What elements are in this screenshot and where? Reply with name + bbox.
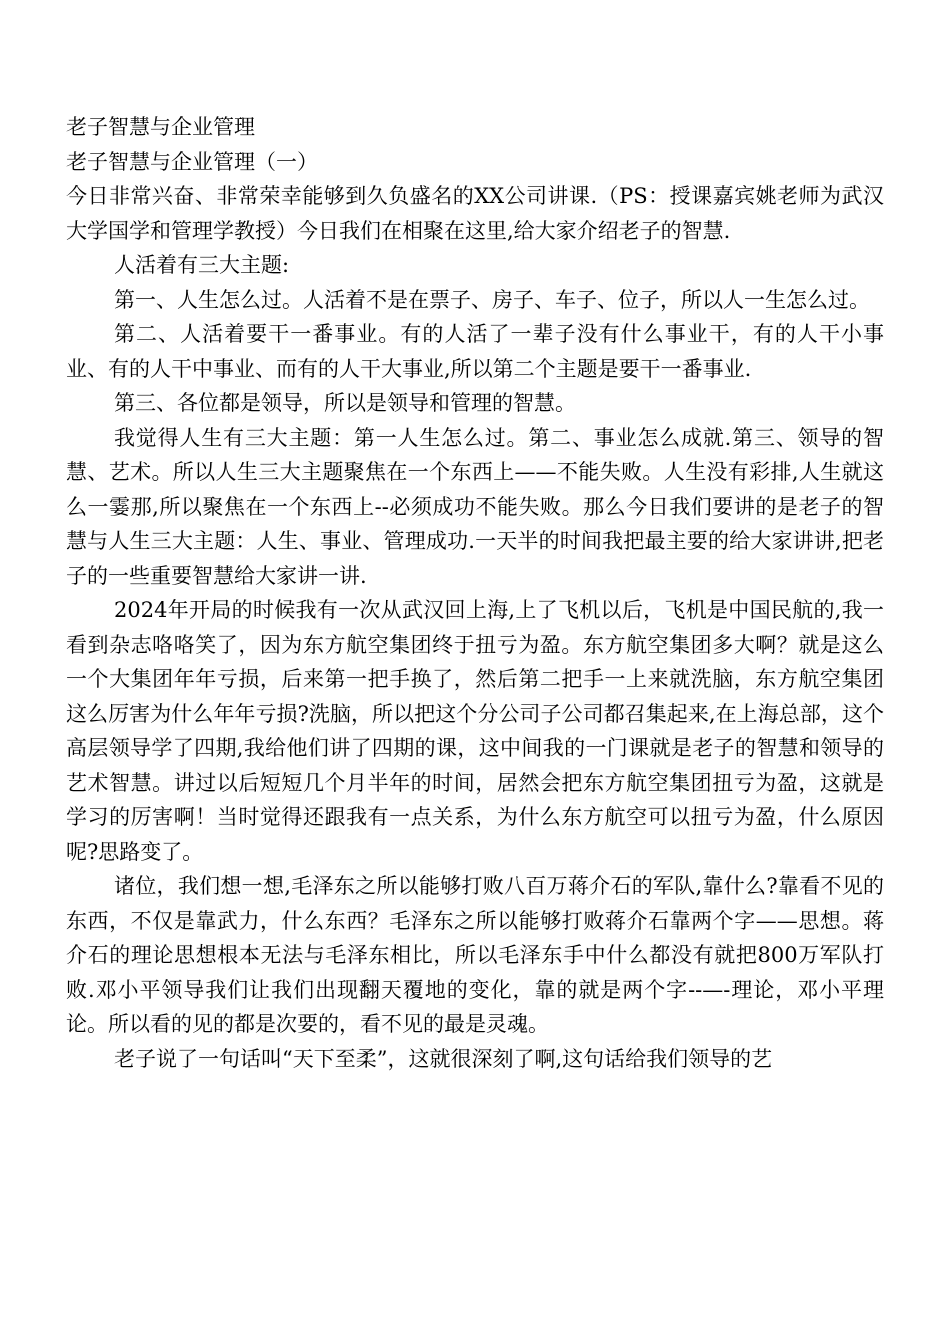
document-title: 老子智慧与企业管理	[66, 115, 255, 139]
paragraph-theme-three: 第三、各位都是领导，所以是领导和管理的智慧。	[114, 391, 576, 415]
paragraph-themes-heading: 人活着有三大主题:	[114, 253, 290, 277]
paragraph-theme-one: 第一、人生怎么过。人活着不是在票子、房子、车子、位子，所以人一生怎么过。	[114, 287, 870, 312]
paragraph-airline-story: 2024年开局的时候我有一次从武汉回上海,上了飞机以后，飞机是中国民航的,我一看到杂志咯咯笑了，因为东方航空集团终于扭亏为盈。东方航空集团多大啊？就是这么一个大集团年年亏损，后来第一把手换了，然后第二把手一上来就洗脑，东方航空集团这么厉害为什么年年亏损?洗脑，所以把这个分公司子公司都召集起来,在上海总部，这个高层领导学了四期,我给他们讲了四期的课，这中间我的一门课就是老子的智慧和领导的艺术智慧。讲过以后短短几个月半年的时间，居然会把东方航空集团扭亏为盈，这就是学习的厉害啊！当时觉得还跟我有一点关系，为什么东方航空可以扭亏为盈，什么原因呢?思路变了。	[66, 598, 884, 864]
paragraph-laozi-quote: 老子说了一句话叫“天下至柔”，这就很深刻了啊,这句话给我们领导的艺	[114, 1046, 773, 1071]
document-subtitle: 老子智慧与企业管理（一）	[66, 149, 318, 174]
paragraph-theme-two: 第二、人活着要干一番事业。有的人活了一辈子没有什么事业干，有的人干小事业、有的人干中事业、而有的人干大事业,所以第二个主题是要干一番事业.	[66, 322, 884, 381]
paragraph-intro: 今日非常兴奋、非常荣幸能够到久负盛名的XX公司讲课.（PS：授课嘉宾姚老师为武汉大学国学和管理学教授）今日我们在相聚在这里,给大家介绍老子的智慧.	[66, 184, 884, 243]
document-body	[66, 110, 884, 1076]
paragraph-thought: 诸位，我们想一想,毛泽东之所以能够打败八百万蒋介石的军队,靠什么?靠看不见的东西，不仅是靠武力，什么东西？毛泽东之所以能够打败蒋介石靠两个字——思想。蒋介石的理论思想根本无法与毛泽东相比，所以毛泽东手中什么都没有就把800万军队打败.邓小平领导我们让我们出现翻天覆地的变化，靠的就是两个字--—-理论，邓小平理论。所以看的见的都是次要的，看不见的最是灵魂。	[66, 874, 884, 1036]
paragraph-summary: 我觉得人生有三大主题：第一人生怎么过。第二、事业怎么成就.第三、领导的智慧、艺术。所以人生三大主题聚焦在一个东西上——不能失败。人生没有彩排,人生就这么一霎那,所以聚焦在一个东西上--必须成功不能失败。那么今日我们要讲的是老子的智慧与人生三大主题：人生、事业、管理成功.一天半的时间我把最主要的给大家讲讲,把老子的一些重要智慧给大家讲一讲.	[66, 425, 884, 588]
